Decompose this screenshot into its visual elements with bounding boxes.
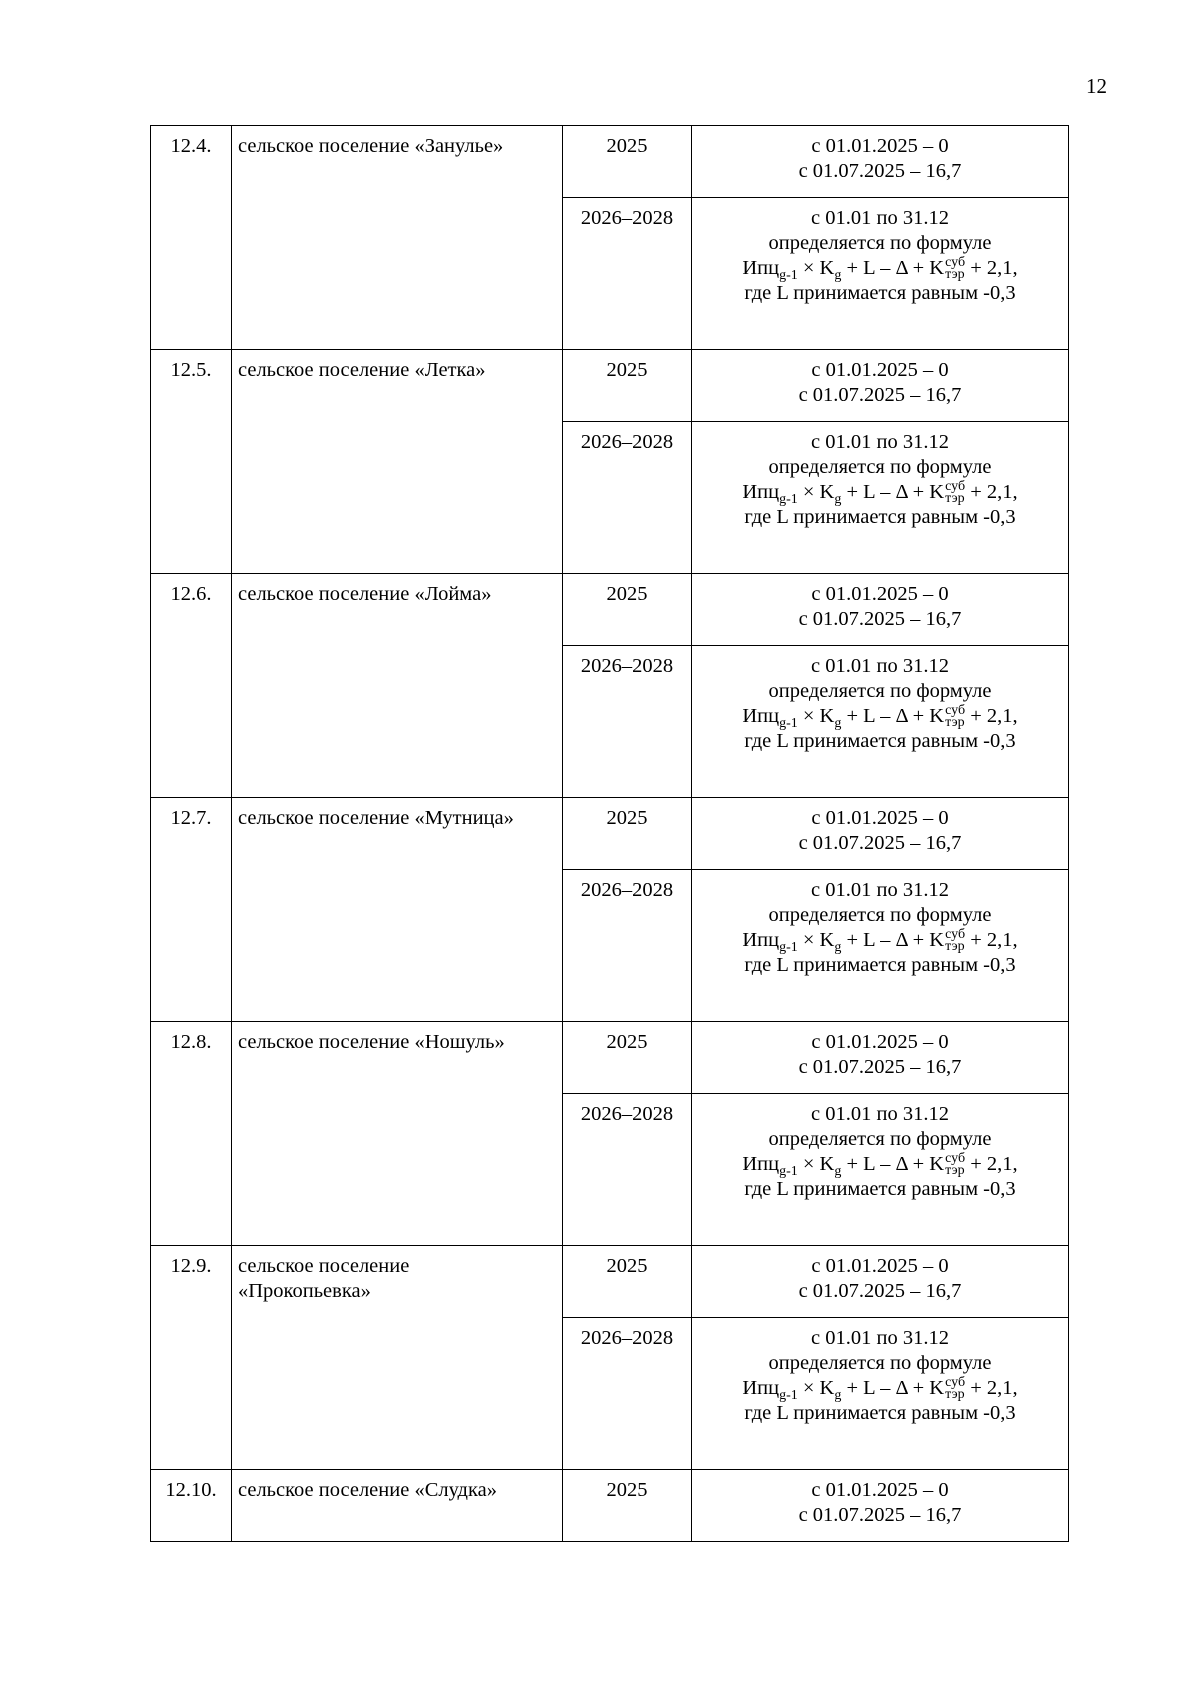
rate-line: с 01.01.2025 – 0 (811, 359, 949, 381)
period-year-text: 2025 (606, 1479, 648, 1501)
item-number-text: 12.5. (170, 359, 212, 381)
item-number (151, 126, 232, 350)
rate-line: с 01.01.2025 – 0 (811, 583, 949, 605)
item-number-text: 12.6. (170, 583, 212, 605)
settlement-name (232, 574, 563, 798)
settlement-name-line: «Прокопьевка» (238, 1280, 371, 1302)
rate-line: определяется по формуле (768, 1128, 992, 1150)
period-years (563, 1318, 692, 1470)
rate-line: где L принимается равным -0,3 (744, 282, 1016, 305)
table-row (151, 798, 1069, 870)
settlement-name-text: сельское поселение «Занулье» (238, 135, 504, 157)
formula-subscript: тэр (945, 267, 965, 283)
rate-line: с 01.07.2025 – 16,7 (798, 384, 962, 406)
table-row (151, 1022, 1069, 1094)
formula-part: × K (797, 1153, 835, 1175)
settlement-name (232, 1246, 563, 1470)
period-year (563, 350, 692, 422)
period-year-text: 2025 (606, 583, 648, 605)
formula-subscript: g-1 (779, 1164, 798, 1180)
formula-supsub (945, 929, 965, 953)
item-number-text: 12.10. (165, 1479, 217, 1501)
formula-supsub (945, 257, 965, 281)
formula-superscript: суб (945, 1151, 966, 1167)
period-years-text: 2026–2028 (580, 207, 674, 229)
formula-part: + 2,1, (965, 1377, 1018, 1399)
formula-part: + L – Δ + K (841, 1153, 945, 1175)
rate-line: с 01.01 по 31.12 (811, 879, 949, 901)
formula-part: × K (797, 1377, 835, 1399)
item-number-text: 12.9. (170, 1255, 212, 1277)
period-year (563, 1470, 692, 1542)
settlement-name-text: сельское поселение «Ношуль» (238, 1031, 505, 1053)
formula-subscript: тэр (945, 715, 965, 731)
rate-line: где L принимается равным -0,3 (744, 1402, 1016, 1425)
rate-value (692, 350, 1069, 422)
formula-part: + 2,1, (965, 705, 1018, 727)
rate-line: с 01.01.2025 – 0 (811, 1255, 949, 1277)
period-years (563, 646, 692, 798)
settlement-name (232, 126, 563, 350)
settlement-name (232, 1470, 563, 1542)
formula-subscript: g (834, 1388, 842, 1404)
item-number (151, 1246, 232, 1470)
rate-line: с 01.01 по 31.12 (811, 207, 949, 229)
tariff-table (150, 125, 1069, 1542)
rate-line: определяется по формуле (768, 232, 992, 254)
rate-line: с 01.07.2025 – 16,7 (798, 832, 962, 854)
table-row (151, 574, 1069, 646)
period-year-text: 2025 (606, 1031, 648, 1053)
table-row (151, 1246, 1069, 1318)
item-number-text: 12.8. (170, 1031, 212, 1053)
rate-line: с 01.07.2025 – 16,7 (798, 1280, 962, 1302)
formula-part: + L – Δ + K (841, 481, 945, 503)
rate-line: с 01.01 по 31.12 (811, 431, 949, 453)
period-years (563, 870, 692, 1022)
rate-value (692, 798, 1069, 870)
period-year (563, 798, 692, 870)
formula (698, 703, 1062, 732)
item-number (151, 1022, 232, 1246)
rate-value (692, 1246, 1069, 1318)
formula-supsub (945, 481, 965, 505)
formula-subscript: g (834, 268, 842, 284)
rate-line: где L принимается равным -0,3 (744, 1178, 1016, 1201)
settlement-name-text: сельское поселение «Летка» (238, 359, 486, 381)
formula-superscript: суб (945, 255, 966, 271)
formula (698, 927, 1062, 956)
rate-line: определяется по формуле (768, 680, 992, 702)
rate-line: с 01.01.2025 – 0 (811, 1479, 949, 1501)
table-row (151, 350, 1069, 422)
rate-formula (692, 198, 1069, 350)
period-year-text: 2025 (606, 359, 648, 381)
table-row (151, 126, 1069, 198)
period-year (563, 1022, 692, 1094)
rate-line: с 01.07.2025 – 16,7 (798, 608, 962, 630)
formula-subscript: g (834, 492, 842, 508)
formula-part: Ипц (742, 1377, 780, 1399)
formula-part: + L – Δ + K (841, 929, 945, 951)
item-number-text: 12.7. (170, 807, 212, 829)
settlement-name-line: сельское поселение (238, 1255, 410, 1277)
formula-subscript: g-1 (779, 940, 798, 956)
settlement-name-text: сельское поселение «Мутница» (238, 807, 514, 829)
formula-subscript: тэр (945, 1387, 965, 1403)
rate-value (692, 1470, 1069, 1542)
period-year-text: 2025 (606, 135, 648, 157)
table-row (151, 1470, 1069, 1542)
period-year-text: 2025 (606, 807, 648, 829)
rate-line: с 01.01.2025 – 0 (811, 135, 949, 157)
settlement-name (232, 1022, 563, 1246)
rate-value (692, 126, 1069, 198)
period-year (563, 1246, 692, 1318)
formula-subscript: тэр (945, 939, 965, 955)
formula-part: Ипц (742, 705, 780, 727)
formula-part: + L – Δ + K (841, 1377, 945, 1399)
rate-line: где L принимается равным -0,3 (744, 954, 1016, 977)
rate-line: определяется по формуле (768, 456, 992, 478)
period-years-text: 2026–2028 (580, 1103, 674, 1125)
formula (698, 1375, 1062, 1404)
period-years-text: 2026–2028 (580, 655, 674, 677)
formula-superscript: суб (945, 479, 966, 495)
settlement-name (232, 798, 563, 1022)
period-years-text: 2026–2028 (580, 879, 674, 901)
formula-supsub (945, 1377, 965, 1401)
formula (698, 479, 1062, 508)
settlement-name (232, 350, 563, 574)
rate-formula (692, 1318, 1069, 1470)
rate-formula (692, 646, 1069, 798)
rate-formula (692, 422, 1069, 574)
period-years (563, 198, 692, 350)
rate-line: с 01.01 по 31.12 (811, 655, 949, 677)
formula-part: Ипц (742, 481, 780, 503)
rate-line: с 01.01 по 31.12 (811, 1327, 949, 1349)
page-number: 12 (1086, 74, 1107, 98)
rate-line: с 01.07.2025 – 16,7 (798, 1504, 962, 1526)
settlement-name-text: сельское поселение «Слудка» (238, 1479, 497, 1501)
rate-value (692, 1022, 1069, 1094)
formula-supsub (945, 705, 965, 729)
rate-line: определяется по формуле (768, 904, 992, 926)
rate-formula (692, 870, 1069, 1022)
rate-line: с 01.01 по 31.12 (811, 1103, 949, 1125)
formula-part: Ипц (742, 257, 780, 279)
formula-subscript: g (834, 1164, 842, 1180)
formula-part: + L – Δ + K (841, 705, 945, 727)
item-number (151, 574, 232, 798)
formula-part: Ипц (742, 1153, 780, 1175)
period-year (563, 574, 692, 646)
period-years (563, 1094, 692, 1246)
formula-subscript: g-1 (779, 1388, 798, 1404)
item-number (151, 350, 232, 574)
formula-part: + 2,1, (965, 257, 1018, 279)
formula-part: × K (797, 481, 835, 503)
formula-part: Ипц (742, 929, 780, 951)
rate-line: где L принимается равным -0,3 (744, 506, 1016, 529)
formula-superscript: суб (945, 927, 966, 943)
formula-part: + 2,1, (965, 1153, 1018, 1175)
period-years (563, 422, 692, 574)
rate-line: с 01.07.2025 – 16,7 (798, 1056, 962, 1078)
formula-subscript: g-1 (779, 716, 798, 732)
formula-part: × K (797, 257, 835, 279)
formula-subscript: g (834, 940, 842, 956)
formula-superscript: суб (945, 1375, 966, 1391)
rate-value (692, 574, 1069, 646)
period-year-text: 2025 (606, 1255, 648, 1277)
rate-line: определяется по формуле (768, 1352, 992, 1374)
formula-subscript: g-1 (779, 492, 798, 508)
formula (698, 1151, 1062, 1180)
formula-supsub (945, 1153, 965, 1177)
period-year (563, 126, 692, 198)
formula-part: × K (797, 705, 835, 727)
rate-formula (692, 1094, 1069, 1246)
item-number (151, 1470, 232, 1542)
formula-subscript: тэр (945, 491, 965, 507)
item-number (151, 798, 232, 1022)
formula (698, 255, 1062, 284)
period-years-text: 2026–2028 (580, 1327, 674, 1349)
rate-line: где L принимается равным -0,3 (744, 730, 1016, 753)
formula-part: + 2,1, (965, 481, 1018, 503)
item-number-text: 12.4. (170, 135, 212, 157)
formula-subscript: тэр (945, 1163, 965, 1179)
formula-superscript: суб (945, 703, 966, 719)
formula-part: × K (797, 929, 835, 951)
rate-line: с 01.07.2025 – 16,7 (798, 160, 962, 182)
formula-part: + L – Δ + K (841, 257, 945, 279)
formula-part: + 2,1, (965, 929, 1018, 951)
rate-line: с 01.01.2025 – 0 (811, 807, 949, 829)
formula-subscript: g (834, 716, 842, 732)
settlement-name-text: сельское поселение «Лойма» (238, 583, 492, 605)
rate-line: с 01.01.2025 – 0 (811, 1031, 949, 1053)
formula-subscript: g-1 (779, 268, 798, 284)
period-years-text: 2026–2028 (580, 431, 674, 453)
